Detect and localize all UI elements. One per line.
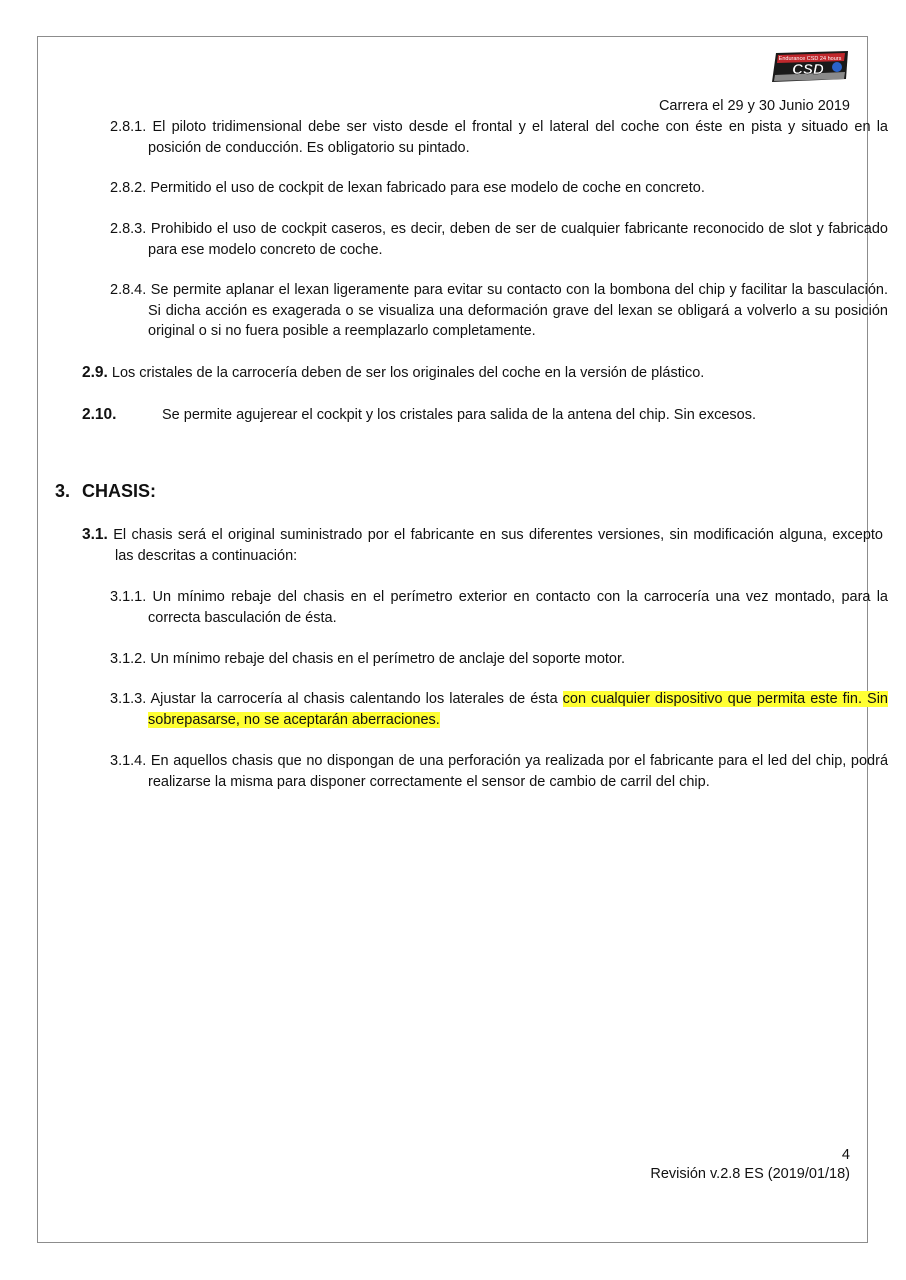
item-number: 2.10. [82, 406, 117, 423]
item-number: 3.1.1. [110, 589, 147, 605]
logo-text: CSD [792, 61, 824, 78]
section-number: 3. [55, 481, 71, 501]
section-title-chasis [55, 481, 156, 502]
revision-label: Revisión v.2.8 ES (2019/01/18) [650, 1166, 850, 1182]
item-2-8-3 [110, 219, 888, 260]
item-3-1-1 [110, 587, 888, 628]
item-text: En aquellos chasis que no dispongan de una perforación ya realizada por el fabricante para el led del chip, podrá realizarse la misma para disponer correctamente el sensor de cambio de carril del chip. [148, 753, 889, 790]
item-3-1-2 [110, 649, 888, 670]
item-text: Se permite agujerear el cockpit y los cristales para salida de la antena del chip. Sin excesos. [162, 407, 757, 423]
item-text: Un mínimo rebaje del chasis en el perímetro de anclaje del soporte motor. [150, 651, 626, 667]
item-number: 2.9. [82, 364, 108, 381]
item-text: El chasis será el original suministrado por el fabricante en sus diferentes versiones, sin modificación alguna, excepto las descritas a continuación: [113, 527, 883, 564]
item-2-8-4 [110, 280, 888, 342]
item-text: Permitido el uso de cockpit de lexan fabricado para ese modelo de coche en concreto. [150, 180, 705, 196]
item-number: 2.8.3. [110, 221, 147, 237]
item-3-1-4 [110, 751, 888, 792]
item-text: Ajustar la carrocería al chasis calentando los laterales de ésta [150, 691, 563, 707]
highlighted-text: con cualquier dispositivo que permita este fin. Sin sobrepasarse, no se aceptarán aberraciones. [148, 691, 888, 728]
item-text: Los cristales de la carrocería deben de ser los originales del coche en la versión de plástico. [111, 365, 705, 381]
item-3-1 [82, 525, 883, 566]
section-title-text: CHASIS: [82, 481, 157, 501]
item-text: Se permite aplanar el lexan ligeramente para evitar su contacto con la bombona del chip y facilitar la basculación. Si dicha acción es exagerada o se visualiza una deformación grave del lexan se obligará a volverlo a su posición original o si no fuera posible a reemplazarlo completamente. [148, 282, 888, 339]
page-frame [37, 36, 868, 1243]
item-number: 3.1.2. [110, 651, 147, 667]
item-2-10 [82, 405, 850, 426]
item-number: 2.8.4. [110, 282, 147, 298]
item-number: 3.1.3. [110, 691, 147, 707]
item-text: Un mínimo rebaje del chasis en el perímetro exterior en contacto con la carrocería una vez montado, para la correcta basculación de ésta. [148, 589, 888, 626]
item-number: 3.1.4. [110, 753, 147, 769]
item-2-9 [82, 363, 883, 384]
csd-logo [770, 49, 851, 85]
item-2-8-1 [110, 117, 888, 158]
race-date: Carrera el 29 y 30 Junio 2019 [658, 98, 850, 114]
item-number: 2.8.1. [110, 119, 147, 135]
item-text: Prohibido el uso de cockpit caseros, es decir, deben de ser de cualquier fabricante reconocido de slot y fabricado para ese modelo concreto de coche. [148, 221, 888, 258]
item-number: 2.8.2. [110, 180, 147, 196]
item-text: El piloto tridimensional debe ser visto desde el frontal y el lateral del coche con éste en pista y situado en la posición de conducción. Es obligatorio su pintado. [148, 119, 888, 156]
item-3-1-3 [110, 689, 888, 730]
item-number: 3.1. [82, 526, 108, 543]
logo-subtext: Endurance CSD 24 hours [778, 56, 842, 62]
page-number: 4 [841, 1147, 850, 1163]
item-2-8-2 [110, 178, 888, 199]
